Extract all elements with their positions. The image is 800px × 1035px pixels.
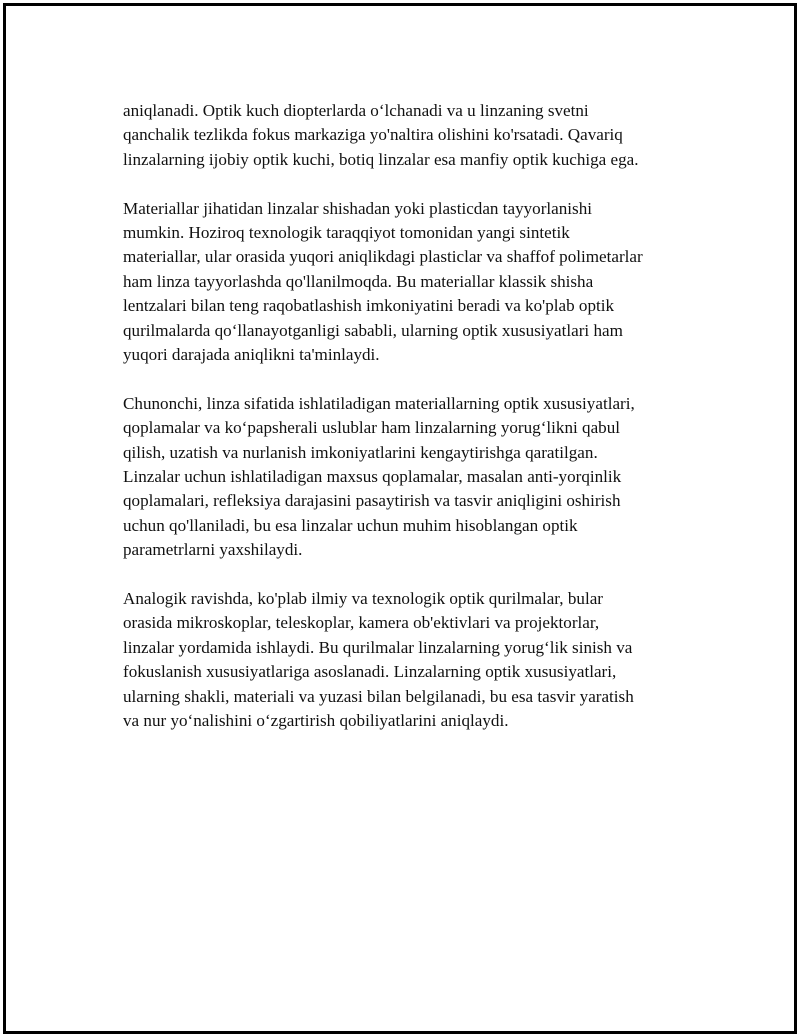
- text-line: qoplamalar va koʻpapsherali uslublar ham linzalarning yorugʻlikni qabul: [123, 418, 620, 438]
- text-line: yuqori darajada aniqlikni ta'minlaydi.: [123, 345, 380, 365]
- paragraph-materials: [123, 197, 683, 368]
- text-line: qurilmalarda qoʻllanayotganligi sababli, ularning optik xususiyatlari ham: [123, 320, 623, 340]
- text-line: va nur yoʻnalishini oʻzgartirish qobiliyatlarini aniqlaydi.: [123, 711, 509, 731]
- paragraph-optical-devices: [123, 587, 683, 733]
- text-line: linzalarning ijobiy optik kuchi, botiq linzalar esa manfiy optik kuchiga ega.: [123, 149, 639, 169]
- text-line: Materiallar jihatidan linzalar shishadan yoki plasticdan tayyorlanishi: [123, 198, 592, 218]
- text-line: fokuslanish xususiyatlariga asoslanadi. Linzalarning optik xususiyatlari,: [123, 662, 617, 682]
- text-line: qanchalik tezlikda fokus markaziga yo'naltira olishini ko'rsatadi. Qavariq: [123, 125, 623, 145]
- text-line: Chunonchi, linza sifatida ishlatiladigan materiallarning optik xususiyatlari,: [123, 393, 635, 413]
- text-line: qilish, uzatish va nurlanish imkoniyatlarini kengaytirishga qaratilgan.: [123, 442, 598, 462]
- text-line: uchun qo'llaniladi, bu esa linzalar uchun muhim hisoblangan optik: [123, 515, 578, 535]
- text-line: qoplamalari, refleksiya darajasini pasaytirish va tasvir aniqligini oshirish: [123, 491, 621, 511]
- text-line: materiallar, ular orasida yuqori aniqlikdagi plasticlar va shaffof polimetarlar: [123, 247, 643, 267]
- text-line: parametrlarni yaxshilaydi.: [123, 540, 303, 560]
- text-line: linzalar yordamida ishlaydi. Bu qurilmalar linzalarning yorugʻlik sinish va: [123, 637, 633, 657]
- paragraph-coatings: [123, 392, 683, 563]
- paragraph-optical-power: [123, 99, 683, 172]
- text-line: aniqlanadi. Optik kuch diopterlarda oʻlchanadi va u linzaning svetni: [123, 101, 589, 120]
- text-line: mumkin. Hoziroq texnologik taraqqiyot tomonidan yangi sintetik: [123, 223, 570, 243]
- document-body: [123, 99, 683, 758]
- text-line: Linzalar uchun ishlatiladigan maxsus qoplamalar, masalan anti-yorqinlik: [123, 467, 622, 487]
- text-line: ham linza tayyorlashda qo'llanilmoqda. Bu materiallar klassik shisha: [123, 271, 594, 291]
- text-line: Analogik ravishda, ko'plab ilmiy va texnologik optik qurilmalar, bular: [123, 589, 603, 609]
- page-frame: [3, 3, 797, 1034]
- text-line: orasida mikroskoplar, teleskoplar, kamera ob'ektivlari va projektorlar,: [123, 613, 600, 633]
- text-line: ularning shakli, materiali va yuzasi bilan belgilanadi, bu esa tasvir yaratish: [123, 686, 634, 706]
- text-line: lentzalari bilan teng raqobatlashish imkoniyatini beradi va ko'plab optik: [123, 296, 615, 316]
